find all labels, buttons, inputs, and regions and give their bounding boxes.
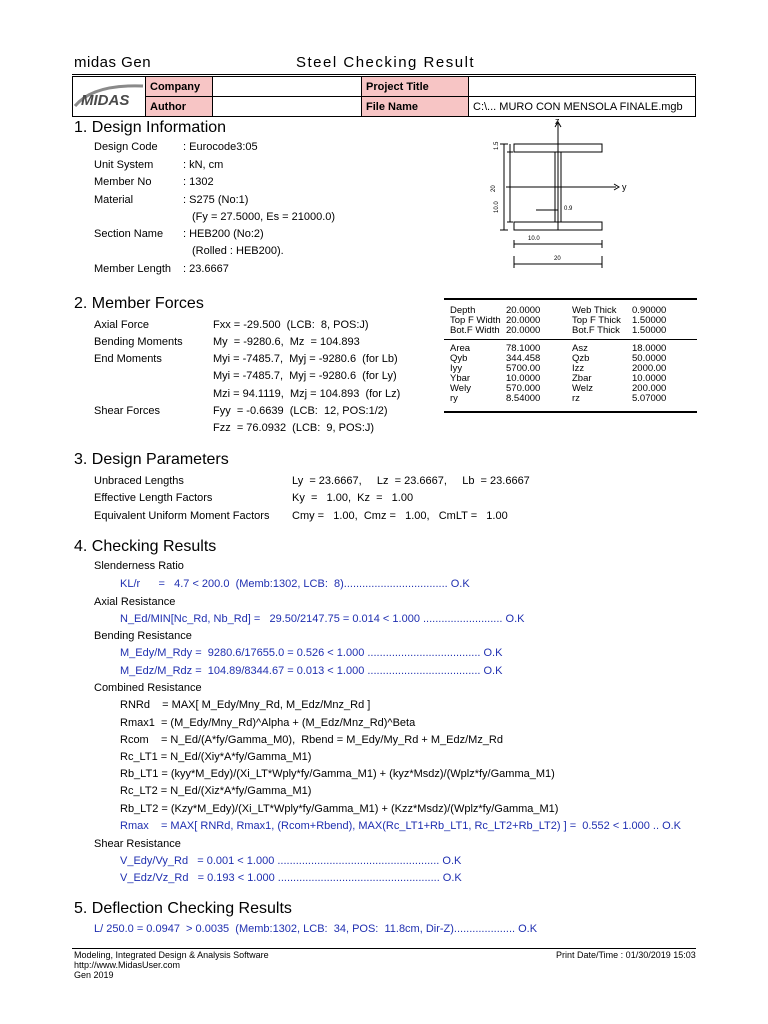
footer-link[interactable]: http://www.MidasUser.com <box>74 960 181 970</box>
properties-divider <box>444 339 697 340</box>
combined-formula: Rc_LT1 = N_Ed/(Xiy*A*fy/Gamma_M1) <box>120 751 312 763</box>
page-title: Steel Checking Result <box>296 54 476 71</box>
member-force-label: Bending Moments <box>94 336 183 348</box>
design-param-value: Ly = 23.6667, Lz = 23.6667, Lb = 23.6667 <box>292 475 530 487</box>
prop-name: Iyy <box>450 363 463 374</box>
member-force-label: End Moments <box>94 353 162 365</box>
combined-formula: Rb_LT2 = (Kzy*M_Edy)/(Xi_LT*Wply*fy/Gamma_M1) + (Kzz*Msdz)/(Wplz*fy/Gamma_M1) <box>120 803 559 815</box>
prop-name: Zbar <box>572 373 592 384</box>
design-info-label: Member Length <box>94 263 172 275</box>
design-param-label: Equivalent Uniform Moment Factors <box>94 510 270 522</box>
section-5-title: 5. Deflection Checking Results <box>74 900 292 917</box>
prop-value: 2000.00 <box>632 363 667 374</box>
prop-value: 50.0000 <box>632 353 667 364</box>
prop-value: 570.000 <box>506 383 541 394</box>
member-force-value: Myi = -7485.7, Myj = -9280.6 (for Lb) <box>213 353 398 365</box>
company-label: Company <box>146 77 213 97</box>
svg-text:MIDAS: MIDAS <box>81 92 130 109</box>
file-name-value: C:\... MURO CON MENSOLA FINALE.mgb <box>469 97 696 117</box>
half-width-label: 10.0 <box>528 236 540 242</box>
section-3-title: 3. Design Parameters <box>74 451 229 468</box>
app-name: midas Gen <box>74 54 152 71</box>
member-force-value: Fyy = -0.6639 (LCB: 12, POS:1/2) <box>213 405 388 417</box>
combined-formula: Rb_LT1 = (kyy*M_Edy)/(Xi_LT*Wply*fy/Gamma_M1) + (kyz*Msdz)/(Wplz*fy/Gamma_M1) <box>120 768 555 780</box>
footer-line-1: Modeling, Integrated Design & Analysis Software <box>74 950 269 960</box>
design-param-label: Effective Length Factors <box>94 492 213 504</box>
print-date: Print Date/Time : 01/30/2019 15:03 <box>556 950 696 960</box>
axial-result: N_Ed/MIN[Nc_Rd, Nb_Rd] = 29.50/2147.75 = 0.014 < 1.000 .......................... O.K <box>120 613 525 625</box>
prop-name: Bot.F Thick <box>572 325 620 336</box>
prop-name: Area <box>450 343 471 354</box>
slenderness-result: KL/r = 4.7 < 200.0 (Memb:1302, LCB: 8).................................. O.K <box>120 578 470 590</box>
prop-value: 18.0000 <box>632 343 667 354</box>
width-label: 20 <box>554 256 561 262</box>
member-force-value: Myi = -7485.7, Myj = -9280.6 (for Ly) <box>213 370 397 382</box>
y-label: y <box>622 182 627 192</box>
bending-result-z: M_Edz/M_Rdz = 104.89/8344.67 = 0.013 < 1.000 ..................................... O.K <box>120 665 503 677</box>
design-info-value: : Eurocode3:05 <box>183 141 258 153</box>
design-info-label: Material <box>94 194 134 206</box>
design-info-label: Design Code <box>94 141 158 153</box>
prop-value: 8.54000 <box>506 393 541 404</box>
slenderness-label: Slenderness Ratio <box>94 560 184 572</box>
shear-label: Shear Resistance <box>94 838 181 850</box>
section-properties-table <box>444 298 697 413</box>
prop-value: 5.07000 <box>632 393 667 404</box>
bending-result-y: M_Edy/M_Rdy = 9280.6/17655.0 = 0.526 < 1.000 ..................................... O.K <box>120 647 503 659</box>
combined-formula: Rmax1 = (M_Edy/Mny_Rd)^Alpha + (M_Edz/Mnz_Rd)^Beta <box>120 717 416 729</box>
deflection-result: L/ 250.0 = 0.0947 > 0.0035 (Memb:1302, LCB: 34, POS: 11.8cm, Dir-Z).................... O.K <box>94 923 538 935</box>
prop-value: 5700.00 <box>506 363 541 374</box>
midas-logo-icon <box>73 80 145 110</box>
combined-formula: RNRd = MAX[ M_Edy/Mny_Rd, M_Edz/Mnz_Rd ] <box>120 699 371 711</box>
design-param-value: Cmy = 1.00, Cmz = 1.00, CmLT = 1.00 <box>292 510 508 522</box>
web-height-label: 10.0 <box>494 201 500 213</box>
prop-value: 1.50000 <box>632 325 667 336</box>
prop-value: 1.50000 <box>632 315 667 326</box>
prop-name: Asz <box>572 343 588 354</box>
section-diagram <box>476 118 632 270</box>
design-info-value: : S275 (No:1) <box>183 194 249 206</box>
height-label: 20 <box>491 185 497 192</box>
axial-label: Axial Resistance <box>94 596 176 608</box>
author-value <box>213 97 362 117</box>
bending-label: Bending Resistance <box>94 630 192 642</box>
prop-value: 0.90000 <box>632 305 667 316</box>
prop-name: Izz <box>572 363 585 374</box>
author-label: Author <box>146 97 213 117</box>
member-force-value: My = -9280.6, Mz = 104.893 <box>213 336 360 348</box>
header-rule <box>72 74 696 75</box>
design-info-value: : HEB200 (No:2) <box>183 228 264 240</box>
file-name-label: File Name <box>362 97 469 117</box>
member-force-value: Mzi = 94.1119, Mzj = 104.893 (for Lz) <box>213 388 401 400</box>
prop-value: 10.0000 <box>632 373 667 384</box>
prop-value: 200.000 <box>632 383 667 394</box>
design-info-label: Unit System <box>94 159 154 171</box>
design-info-value: (Fy = 27.5000, Es = 21000.0) <box>192 211 336 223</box>
prop-name: Top F Thick <box>572 315 621 326</box>
footer-version: Gen 2019 <box>74 970 114 980</box>
prop-name: Wely <box>450 383 471 394</box>
prop-name: ry <box>450 393 458 404</box>
flange-thick-label: 1.5 <box>494 141 500 150</box>
prop-name: Top F Width <box>450 315 501 326</box>
shear-result-y: V_Edy/Vy_Rd = 0.001 < 1.000 ..................................................... O.K <box>120 855 462 867</box>
web-thick-label: 0.9 <box>564 206 573 212</box>
prop-value: 344.458 <box>506 353 541 364</box>
project-title-label: Project Title <box>362 77 469 97</box>
rmax-result: Rmax = MAX[ RNRd, Rmax1, (Rcom+Rbend), MAX(Rc_LT1+Rb_LT1, Rc_LT2+Rb_LT2) ] = 0.552 < 1.000 .. O.K <box>120 820 682 832</box>
prop-name: Depth <box>450 305 476 316</box>
section-4-title: 4. Checking Results <box>74 538 217 555</box>
prop-value: 20.0000 <box>506 315 541 326</box>
design-info-value: : 23.6667 <box>183 263 229 275</box>
member-force-label: Axial Force <box>94 319 150 331</box>
prop-name: Qzb <box>572 353 590 364</box>
design-info-label: Section Name <box>94 228 164 240</box>
design-info-value: : kN, cm <box>183 159 224 171</box>
project-title-value <box>469 77 696 97</box>
design-info-value: : 1302 <box>183 176 214 188</box>
prop-value: 20.0000 <box>506 325 541 336</box>
design-info-label: Member No <box>94 176 152 188</box>
z-label: z <box>555 118 560 126</box>
prop-name: Ybar <box>450 373 471 384</box>
prop-value: 78.1000 <box>506 343 541 354</box>
prop-name: Bot.F Width <box>450 325 500 336</box>
prop-name: Web Thick <box>572 305 617 316</box>
section-1-title: 1. Design Information <box>74 119 227 136</box>
company-value <box>213 77 362 97</box>
prop-name: Welz <box>572 383 593 394</box>
combined-formula: Rc_LT2 = N_Ed/(Xiz*A*fy/Gamma_M1) <box>120 785 312 797</box>
design-param-label: Unbraced Lengths <box>94 475 184 487</box>
combined-formula: Rcom = N_Ed/(A*fy/Gamma_M0), Rbend = M_Edy/My_Rd + M_Edz/Mz_Rd <box>120 734 503 746</box>
member-force-value: Fzz = 76.0932 (LCB: 9, POS:J) <box>213 422 375 434</box>
footer-rule <box>72 948 696 949</box>
member-force-value: Fxx = -29.500 (LCB: 8, POS:J) <box>213 319 369 331</box>
design-param-value: Ky = 1.00, Kz = 1.00 <box>292 492 414 504</box>
section-2-title: 2. Member Forces <box>74 295 204 312</box>
member-force-label: Shear Forces <box>94 405 161 417</box>
prop-name: Qyb <box>450 353 468 364</box>
prop-value: 10.0000 <box>506 373 541 384</box>
shear-result-z: V_Edz/Vz_Rd = 0.193 < 1.000 ..................................................... O.K <box>120 872 462 884</box>
combined-label: Combined Resistance <box>94 682 202 694</box>
info-table <box>72 76 696 117</box>
midas-logo <box>73 77 146 117</box>
prop-value: 20.0000 <box>506 305 541 316</box>
design-info-value: (Rolled : HEB200). <box>192 245 284 257</box>
prop-name: rz <box>572 393 580 404</box>
